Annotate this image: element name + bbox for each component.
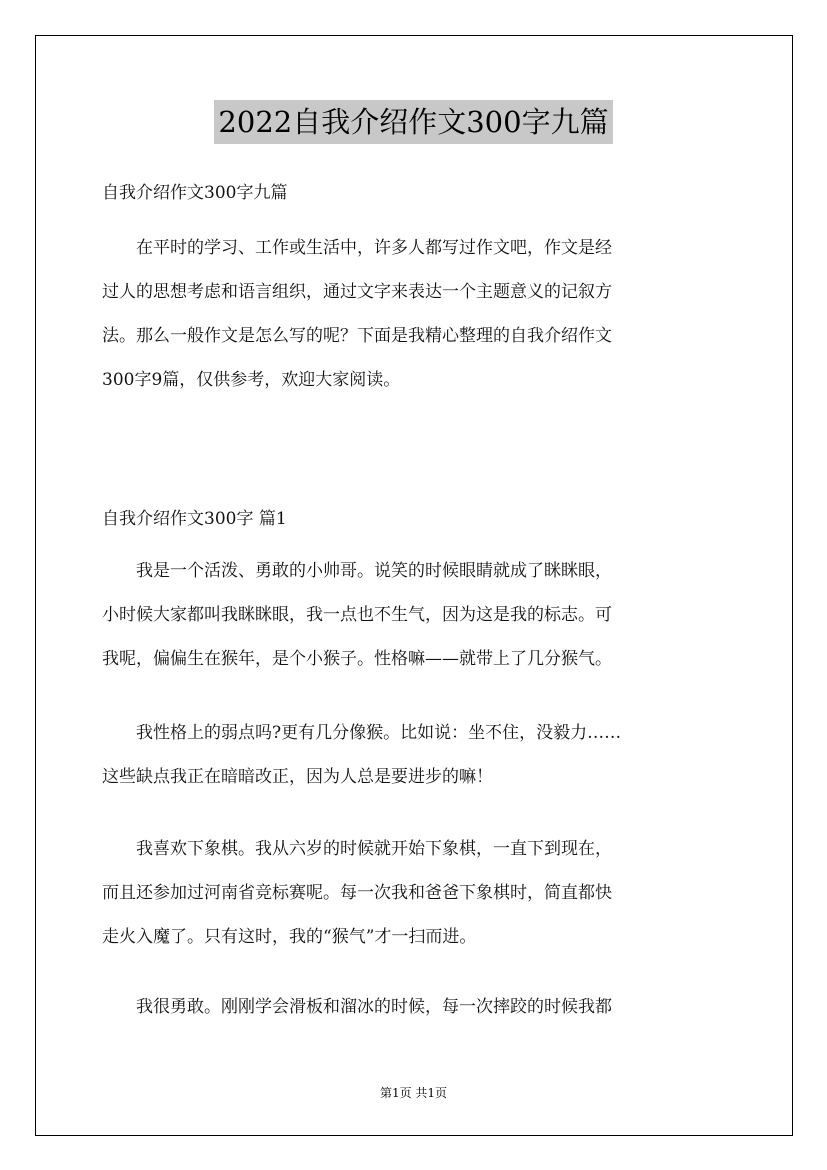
paragraph-line: 我性格上的弱点吗?更有几分像猴。比如说：坐不住，没毅力……: [136, 723, 622, 743]
title-container: [0, 100, 827, 144]
paragraph-line: 我喜欢下象棋。我从六岁的时候就开始下象棋，一直下到现在，: [136, 839, 612, 859]
document-subtitle: 自我介绍作文300字九篇: [102, 183, 288, 203]
subtitle-block: [102, 171, 728, 215]
intro-line: 法。那么一般作文是怎么写的呢？下面是我精心整理的自我介绍作文: [102, 326, 612, 346]
paragraph-line: 小时候大家都叫我眯眯眼，我一点也不生气，因为这是我的标志。可: [102, 605, 612, 625]
body-paragraph: [102, 985, 728, 1029]
body-paragraph: [102, 827, 728, 959]
intro-line: 在平时的学习、工作或生活中，许多人都写过作文吧，作文是经: [136, 238, 612, 258]
paragraph-line: 而且还参加过河南省竞标赛呢。每一次我和爸爸下象棋时，简直都快: [102, 883, 612, 903]
section-heading-block: [102, 497, 728, 541]
intro-line: 过人的思想考虑和语言组织，通过文字来表达一个主题意义的记叙方: [102, 282, 612, 302]
paragraph-line: 这些缺点我正在暗暗改正，因为人总是要进步的嘛！: [102, 767, 493, 787]
paragraph-line: 走火入魔了。只有这时，我的“猴气”才一扫而进。: [102, 927, 477, 947]
body-paragraph: [102, 549, 728, 681]
intro-line: 300字9篇，仅供参考，欢迎大家阅读。: [102, 370, 401, 390]
page-footer: 第1页 共1页: [379, 1086, 448, 1100]
body-paragraph: [102, 711, 728, 799]
paragraph-line: 我呢，偏偏生在猴年，是个小猴子。性格嘛——就带上了几分猴气。: [102, 649, 612, 669]
intro-paragraph: [102, 226, 728, 402]
paragraph-line: 我是一个活泼、勇敢的小帅哥。说笑的时候眼睛就成了眯眯眼，: [136, 561, 612, 581]
paragraph-line: 我很勇敢。刚刚学会滑板和溜冰的时候，每一次摔跤的时候我都: [136, 997, 612, 1017]
document-title: 2022自我介绍作文300字九篇: [214, 100, 612, 144]
section-heading: 自我介绍作文300字 篇1: [102, 509, 287, 529]
